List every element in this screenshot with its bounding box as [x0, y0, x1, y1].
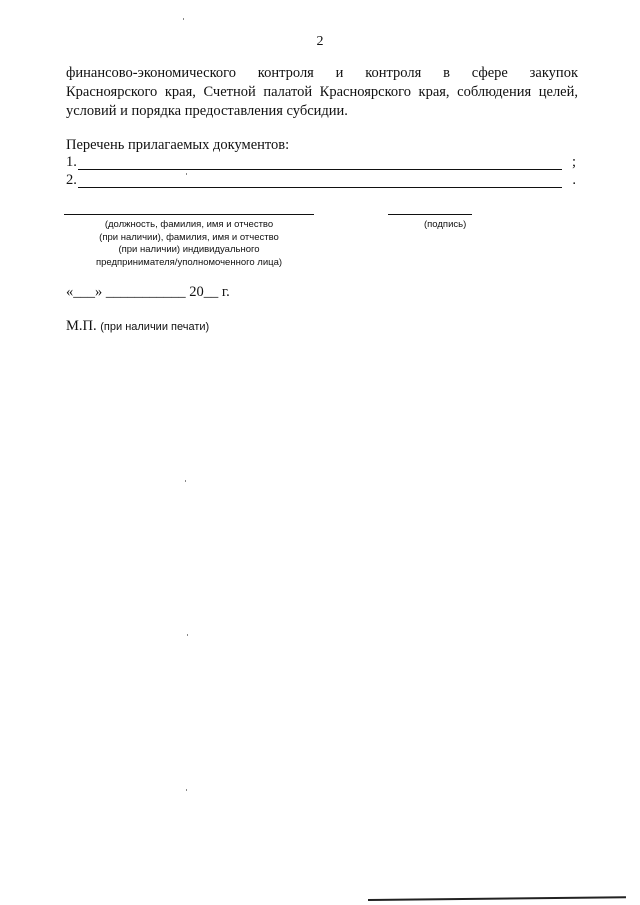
name-caption-line: (при наличии) индивидуального [118, 244, 260, 255]
date-line: «___» ___________ 20__ г. [66, 284, 230, 300]
stamp-line [66, 318, 209, 335]
document-item-end: . [572, 172, 576, 188]
page-number: 2 [316, 34, 324, 49]
signature-line[interactable] [388, 214, 472, 215]
name-caption-line: предпринимателя/уполномоченного лица) [95, 256, 283, 268]
document-blank-line[interactable] [78, 187, 562, 188]
paragraph-line: Красноярского края, Счетной палатой Красноярского края, соблюдения целей, [66, 84, 578, 100]
scan-speck [185, 480, 186, 482]
stamp-label: М.П. [66, 318, 97, 334]
name-signature-line[interactable] [64, 214, 314, 215]
document-item-number: 1. [66, 154, 77, 170]
document-item-number: 2. [66, 172, 77, 188]
name-caption-line: (должность, фамилия, имя и отчество [104, 219, 274, 230]
bottom-rule [368, 896, 626, 901]
paragraph-line: условий и порядка предоставления субсидии. [66, 103, 348, 119]
document-item-1 [66, 154, 576, 172]
signature-caption: (подпись) [424, 219, 467, 230]
name-caption [64, 219, 314, 269]
document-item-2 [66, 172, 576, 190]
scan-speck [183, 18, 184, 20]
body-paragraph [66, 64, 578, 121]
documents-heading: Перечень прилагаемых документов: [66, 137, 290, 153]
paragraph-line: финансово-экономического контроля и контроля в сфере закупок [66, 65, 578, 81]
document-item-end: ; [571, 154, 576, 170]
scan-speck [186, 173, 187, 175]
stamp-note: (при наличии печати) [100, 321, 210, 333]
name-caption-line: (при наличии), фамилия, имя и отчество [99, 231, 279, 243]
scan-speck [186, 789, 187, 791]
document-blank-line[interactable] [78, 169, 562, 170]
scan-speck [187, 634, 188, 636]
